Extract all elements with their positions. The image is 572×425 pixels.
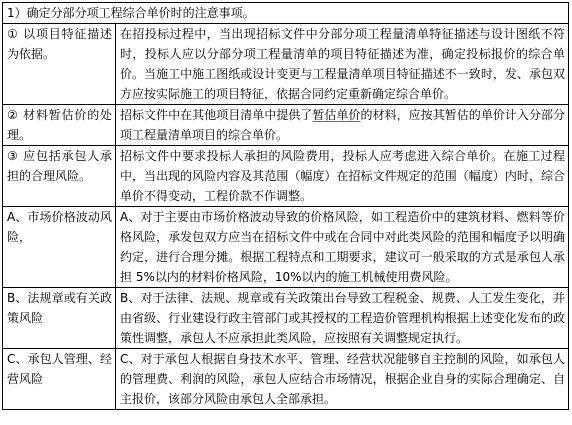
row-label: ② 材料暂估价的处理。 <box>3 105 116 146</box>
row-content <box>116 105 569 146</box>
row-content: A、对于主要由市场价格波动导致的价格风险，如工程造价中的建筑材料、燃料等价格风险，承发包双方应当在招标文件中或在合同中对此类风险的范围和幅度予以明确约定，进行合理分摊。根据工程特点和工期要求，建议可一般采取的方式是承包人承担 5%以内的材料价格风险，10%以内的施工机械使用费风险。 <box>116 207 569 288</box>
row-content: 招标文件中要求投标人承担的风险费用，投标人应考虑进入综合单价。在施工过程中，当出现的风险内容及其范围（幅度）在招标文件规定的范围（幅度）内时，综合单价不得变动，工程价款不作调整。 <box>116 146 569 207</box>
table-row <box>3 146 569 207</box>
row-label: A、市场价格波动风险， <box>3 207 116 288</box>
notes-document <box>2 2 568 423</box>
row-content-text: 招标文件中在其他项目清单中提供了 <box>120 108 313 122</box>
row-label: B、法规章或有关政策风险 <box>3 288 116 349</box>
table-row <box>3 24 569 105</box>
table-row <box>3 288 569 349</box>
row-content-text: 的材料，应按其暂估的单价计入分部分项工程量清单项目的综合单价。 <box>120 108 565 142</box>
row-content: 在招投标过程中，当出现招标文件中分部分项工程量清单特征描述与设计图纸不符时，投标人应以分部分项工程量清单的项目特征描述为准，确定投标报价的综合单价。当施工中施工图纸或设计变更与工程量清单项目特征描述不一致时，发、承包双方应按实际施工的项目特征，依据合同约定重新确定综合单价。 <box>116 24 569 105</box>
table-row <box>3 349 569 410</box>
notes-table <box>2 2 569 410</box>
table-row <box>3 207 569 288</box>
row-content: C、对于承包人根据自身技术水平、管理、经营状况能够自主控制的风险，如承包人的管理费、利润的风险，承包人应结合市场情况，根据企业自身的实际合理确定、自主报价，该部分风险由承包人全部承担。 <box>116 349 569 410</box>
row-label: C、承包人管理、经营风险 <box>3 349 116 410</box>
table-row <box>3 105 569 146</box>
row-label: ① 以项目特征描述为依据。 <box>3 24 116 105</box>
table-title: 1）确定分部分项工程综合单价时的注意事项。 <box>3 3 569 24</box>
underlined-text: 暂估单价 <box>312 108 361 122</box>
row-label: ③ 应包括承包人承担的合理风险。 <box>3 146 116 207</box>
row-content: B、对于法律、法规、规章或有关政策出台导致工程税金、规费、人工发生变化，并由省级、行业建设行政主管部门或其授权的工程造价管理机构根据上述变化发布的政策性调整，承包人不应承担此类风险，应按照有关调整规定执行。 <box>116 288 569 349</box>
title-row <box>3 3 569 24</box>
